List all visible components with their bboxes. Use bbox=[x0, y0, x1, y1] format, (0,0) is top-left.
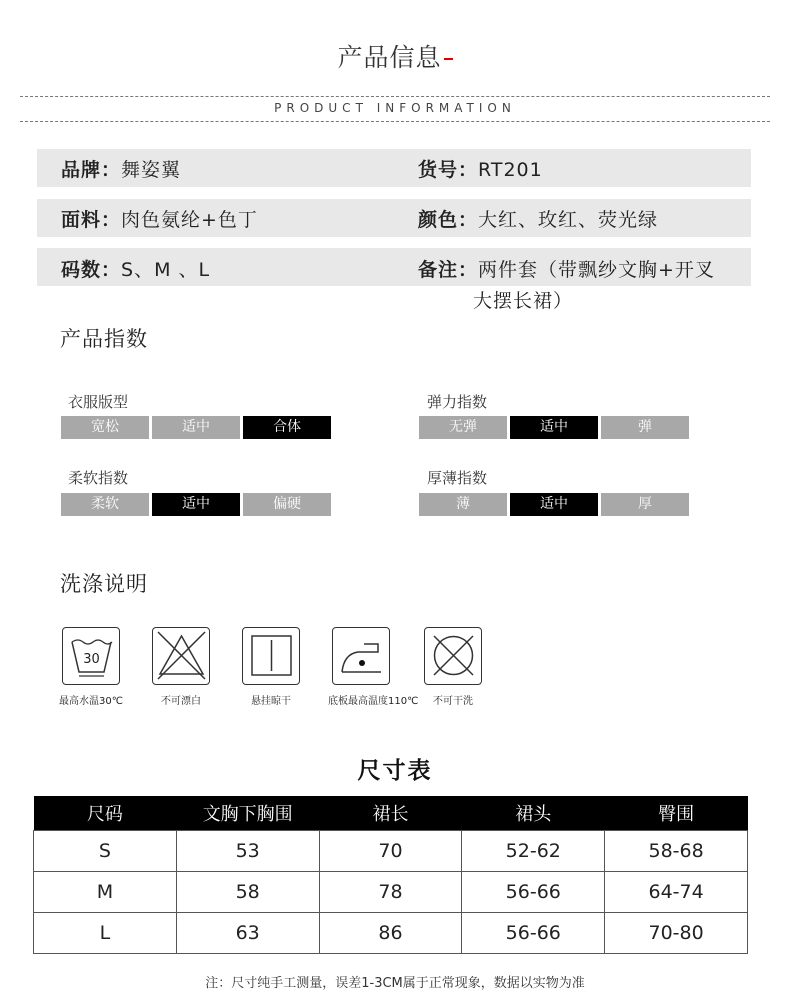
stretch-option: 弹 bbox=[601, 416, 689, 439]
no-dry-clean-icon bbox=[424, 627, 482, 685]
table-header: 臀围 bbox=[605, 796, 748, 831]
table-cell: M bbox=[34, 872, 177, 913]
thickness-option: 厚 bbox=[601, 493, 689, 516]
softness-option: 偏硬 bbox=[243, 493, 331, 516]
fit-label: 衣服版型 bbox=[68, 393, 129, 411]
fit-option-selected: 合体 bbox=[243, 416, 331, 439]
hang-dry-icon bbox=[242, 627, 300, 685]
softness-option: 柔软 bbox=[61, 493, 149, 516]
table-row bbox=[34, 831, 748, 872]
table-cell: 63 bbox=[176, 913, 319, 954]
wash-instruction bbox=[238, 627, 304, 707]
iron-110-icon bbox=[332, 627, 390, 685]
thickness-option-selected: 适中 bbox=[510, 493, 598, 516]
size-table bbox=[33, 796, 748, 954]
table-cell: S bbox=[34, 831, 177, 872]
table-cell: 70-80 bbox=[605, 913, 748, 954]
table-header: 裙长 bbox=[319, 796, 462, 831]
wash-label: 悬挂晾干 bbox=[251, 696, 291, 707]
size-info: 码数：S、M 、L bbox=[61, 259, 211, 281]
title-accent-dash bbox=[444, 58, 453, 60]
table-cell: 78 bbox=[319, 872, 462, 913]
table-cell: 64-74 bbox=[605, 872, 748, 913]
note-info-cont: 大摆长裙） bbox=[473, 290, 574, 312]
divider-top bbox=[20, 96, 770, 97]
table-cell: 58 bbox=[176, 872, 319, 913]
no-bleach-icon bbox=[152, 627, 210, 685]
wash-instruction bbox=[58, 627, 124, 707]
table-cell: 70 bbox=[319, 831, 462, 872]
wash-instruction bbox=[328, 627, 419, 707]
softness-option-selected: 适中 bbox=[152, 493, 240, 516]
note-info: 备注：两件套（带飘纱文胸+开叉 bbox=[418, 259, 715, 281]
stretch-label: 弹力指数 bbox=[427, 393, 488, 411]
divider-bottom bbox=[20, 121, 770, 122]
table-cell: 52-62 bbox=[462, 831, 605, 872]
table-cell: 53 bbox=[176, 831, 319, 872]
fit-option: 宽松 bbox=[61, 416, 149, 439]
stretch-scale bbox=[419, 416, 689, 439]
stretch-option: 无弹 bbox=[419, 416, 507, 439]
washing-title: 洗涤说明 bbox=[60, 572, 148, 596]
thickness-option: 薄 bbox=[419, 493, 507, 516]
wash-instruction bbox=[148, 627, 214, 707]
page-title bbox=[0, 38, 790, 74]
stretch-option-selected: 适中 bbox=[510, 416, 598, 439]
wash-temp-text: 30 bbox=[82, 652, 100, 667]
table-cell: 58-68 bbox=[605, 831, 748, 872]
table-row bbox=[34, 913, 748, 954]
page-subtitle: PRODUCT INFORMATION bbox=[274, 101, 516, 115]
table-cell: 56-66 bbox=[462, 872, 605, 913]
brand-info: 品牌：舞姿翼 bbox=[61, 159, 182, 181]
wash-30-icon bbox=[62, 627, 120, 685]
table-cell: 86 bbox=[319, 913, 462, 954]
thickness-label: 厚薄指数 bbox=[427, 469, 488, 487]
fit-scale bbox=[61, 416, 331, 439]
color-info: 颜色：大红、玫红、荧光绿 bbox=[418, 209, 659, 231]
table-cell: 56-66 bbox=[462, 913, 605, 954]
wash-label: 最高水温30℃ bbox=[59, 696, 123, 707]
page-title-text: 产品信息 bbox=[337, 43, 442, 72]
wash-instruction bbox=[420, 627, 486, 707]
softness-scale bbox=[61, 493, 331, 516]
size-table-title: 尺寸表 bbox=[357, 758, 433, 784]
wash-label: 底板最高温度110℃ bbox=[328, 696, 419, 707]
table-header-row bbox=[34, 796, 748, 831]
fabric-info: 面料：肉色氨纶+色丁 bbox=[61, 209, 258, 231]
wash-label: 不可干洗 bbox=[433, 696, 473, 707]
table-header: 裙头 bbox=[462, 796, 605, 831]
wash-label: 不可漂白 bbox=[161, 696, 201, 707]
table-header: 文胸下胸围 bbox=[176, 796, 319, 831]
fit-option: 适中 bbox=[152, 416, 240, 439]
softness-label: 柔软指数 bbox=[68, 469, 129, 487]
thickness-scale bbox=[419, 493, 689, 516]
table-row bbox=[34, 872, 748, 913]
code-info: 货号：RT201 bbox=[418, 159, 543, 181]
indices-title: 产品指数 bbox=[60, 327, 148, 351]
measurement-note: 注：尺寸纯手工测量，误差1-3CM属于正常现象，数据以实物为准 bbox=[205, 976, 585, 991]
table-cell: L bbox=[34, 913, 177, 954]
table-header: 尺码 bbox=[34, 796, 177, 831]
